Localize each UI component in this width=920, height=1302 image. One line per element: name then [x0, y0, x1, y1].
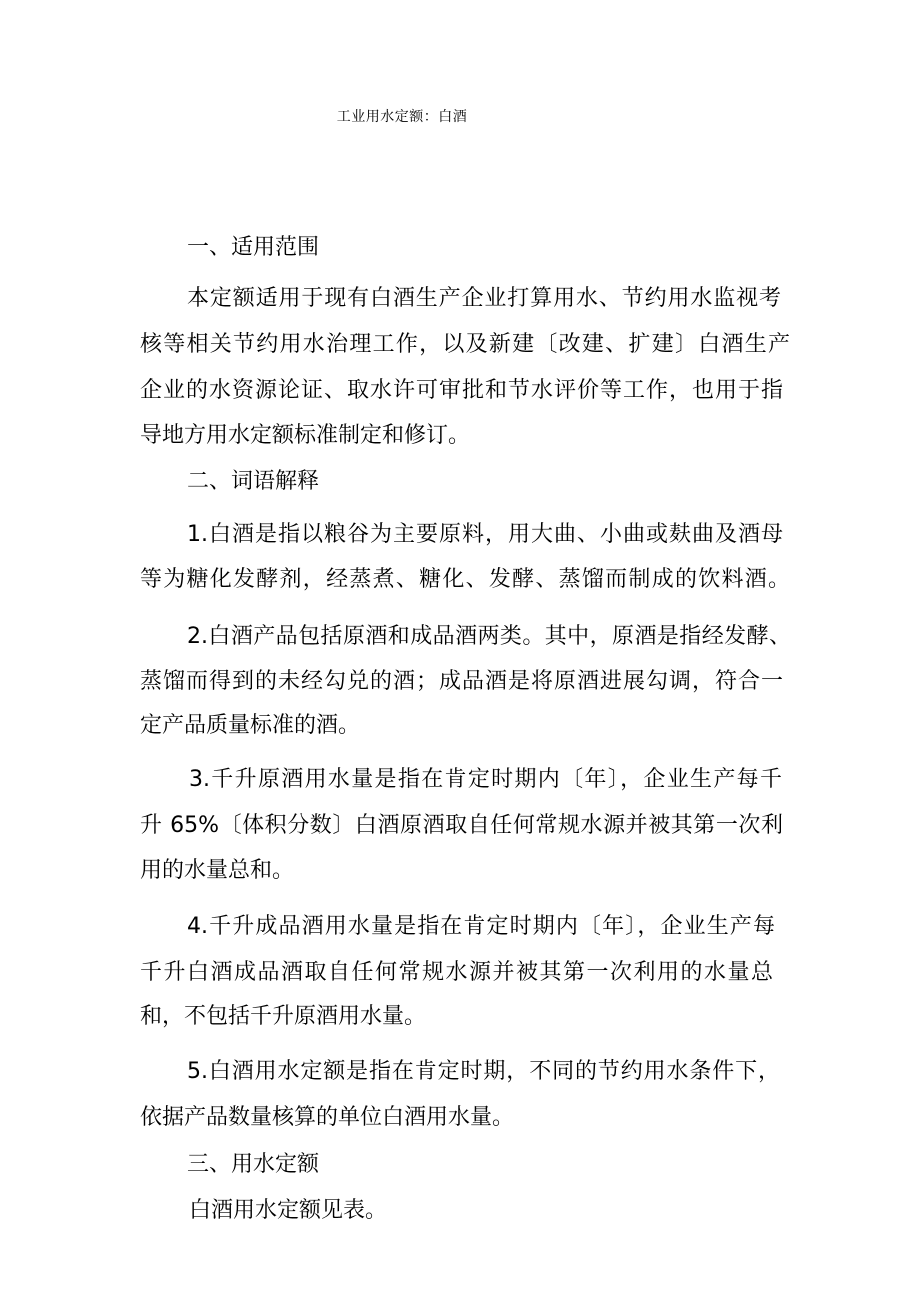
- definition-item-2-line: 定产品质量标准的酒。: [140, 713, 361, 738]
- page-header-title: 工业用水定额：白酒: [336, 109, 468, 125]
- section-heading-definitions: 二、词语解释: [187, 469, 320, 494]
- definition-item-1-line: 等为糖化发酵剂，经蒸煮、糖化、发酵、蒸馏而制成的饮料酒。: [140, 567, 790, 592]
- definition-item-4-line: 4.千升成品酒用水量是指在肯定时期内〔年〕，企业生产每: [187, 914, 775, 939]
- section-heading-scope: 一、适用范围: [187, 235, 320, 260]
- definition-item-5-line: 5.白酒用水定额是指在肯定时期，不同的节约用水条件下，: [187, 1059, 780, 1084]
- definition-item-3-line: 用的水量总和。: [140, 858, 295, 883]
- definition-item-3-line: 升 65%〔体积分数〕白酒原酒取自任何常规水源并被其第一次利: [140, 813, 783, 838]
- paragraph-line: 白酒用水定额见表。: [189, 1198, 388, 1223]
- paragraph-line: 企业的水资源论证、取水许可审批和节水评价等工作，也用于指: [140, 378, 783, 403]
- definition-item-5-line: 依据产品数量核算的单位白酒用水量。: [140, 1105, 515, 1130]
- definition-item-4-line: 千升白酒成品酒取自任何常规水源并被其第一次利用的水量总: [140, 960, 773, 985]
- section-heading-water-quota: 三、用水定额: [187, 1152, 320, 1177]
- definition-item-2-line: 2.白酒产品包括原酒和成品酒两类。其中，原酒是指经发酵、: [187, 624, 791, 649]
- paragraph-line: 本定额适用于现有白酒生产企业打算用水、节约用水监视考: [187, 286, 781, 311]
- definition-item-1-line: 1.白酒是指以粮谷为主要原料，用大曲、小曲或麸曲及酒母: [187, 522, 783, 547]
- definition-item-4-line: 和，不包括千升原酒用水量。: [140, 1004, 427, 1029]
- paragraph-line: 核等相关节约用水治理工作，以及新建〔改建、扩建〕白酒生产: [140, 332, 790, 357]
- definition-item-2-line: 蒸馏而得到的未经勾兑的酒；成品酒是将原酒进展勾调，符合一: [140, 669, 783, 694]
- definition-item-3-line: 3.千升原酒用水量是指在肯定时期内〔年〕，企业生产每千: [189, 767, 782, 792]
- paragraph-line: 导地方用水定额标准制定和修订。: [140, 423, 471, 448]
